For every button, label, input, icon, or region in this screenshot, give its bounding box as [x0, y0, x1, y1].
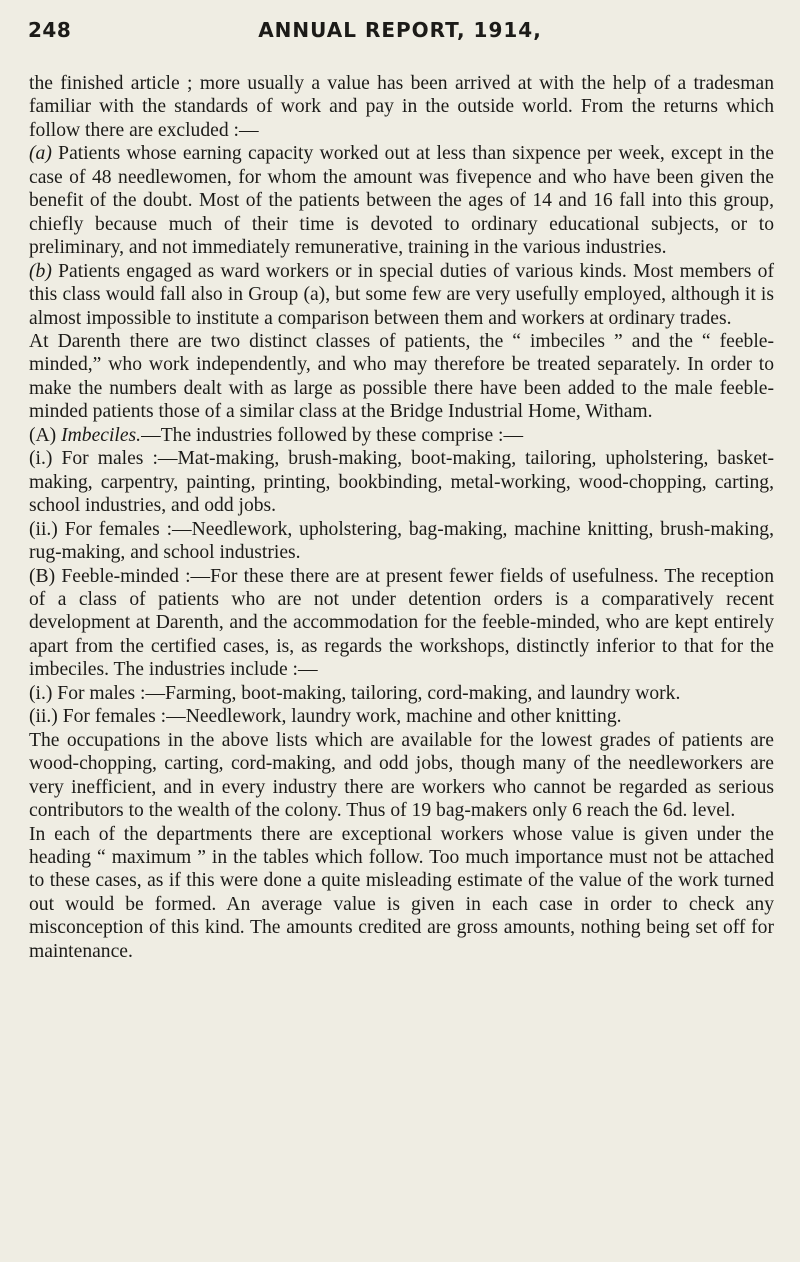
paragraph: (ii.) For females :—Needlework, laundry work, machine and other knitting.	[29, 706, 622, 728]
paragraph: The occupations in the above lists which are available for the lowest grades of patients are wood-chopping, carting, cord-making, and odd jobs, though many of the needleworkers are very inefficient, and in every industry there are workers who cannot be regarded as serious contributors to the wealth of the colony. Thus of 19 bag-makers only 6 reach the 6d. level.	[29, 729, 774, 822]
paragraph: (ii.) For females :—Needlework, upholstering, bag-making, machine knitting, brush-making, rug-making, and school industries.	[29, 518, 774, 564]
paragraph-item-a: (a) Patients whose earning capacity worked out at less than sixpence per week, except in the case of 48 needlewomen, for whom the amount was fivepence and who have been given the benefit of the doubt. Most of the patients between the ages of 14 and 16 fall into this group, chiefly because much of their time is devoted to ordinary educational subjects, or to preliminary, and not immediately remunerative, training in the various industries.	[29, 143, 774, 259]
section-marker: (A)	[29, 424, 57, 446]
section-title: Imbeciles.	[61, 424, 142, 446]
running-head: ANNUAL REPORT, 1914,	[258, 18, 542, 42]
body-text	[29, 72, 774, 963]
paragraph-section-a: (A) Imbeciles.—The industries followed by these comprise :—	[29, 424, 524, 446]
paragraph: At Darenth there are two distinct classes of patients, the “ imbeciles ” and the “ feeble-minded,” who work independently, and who may therefore be treated separately. In order to make the numbers dealt with as large as possible there have been added to the male feeble-minded patients those of a similar class at the Bridge Industrial Home, Witham.	[29, 330, 774, 423]
item-marker: (a)	[29, 143, 52, 165]
page-number: 248	[28, 18, 72, 42]
paragraph: In each of the departments there are exceptional workers whose value is given under the heading “ maximum ” in the tables which follow. Too much importance must not be attached to these cases, as if this were done a quite misleading estimate of the value of the work turned out would be formed. An average value is given in each case in order to check any misconception of this kind. The amounts credited are gross amounts, nothing being set off for maintenance.	[29, 823, 774, 962]
page-header	[0, 18, 800, 52]
item-marker: (b)	[29, 260, 52, 282]
paragraph-item-b: (b) Patients engaged as ward workers or in special duties of various kinds. Most members of this class would fall also in Group (a), but some few are very usefully employed, although it is almost impossible to institute a comparison between them and workers at ordinary trades.	[29, 260, 774, 329]
paragraph: (i.) For males :—Mat-making, brush-making, boot-making, tailoring, upholstering, basket-making, carpentry, painting, printing, bookbinding, metal-working, wood-chopping, carting, school industries, and odd jobs.	[29, 448, 774, 517]
paragraph: the finished article ; more usually a value has been arrived at with the help of a tradesman familiar with the standards of work and pay in the outside world. From the returns which follow there are excluded :—	[29, 73, 774, 141]
paragraph: (i.) For males :—Farming, boot-making, tailoring, cord-making, and laundry work.	[29, 682, 681, 704]
paragraph-section-b: (B) Feeble-minded :—For these there are at present fewer fields of usefulness. The reception of a class of patients who are not under detention orders is a comparatively recent development at Darenth, and the accommodation for the feeble-minded, who are kept entirely apart from the certified cases, is, as regards the workshops, distinctly inferior to that for the imbeciles. The industries include :—	[29, 565, 774, 681]
